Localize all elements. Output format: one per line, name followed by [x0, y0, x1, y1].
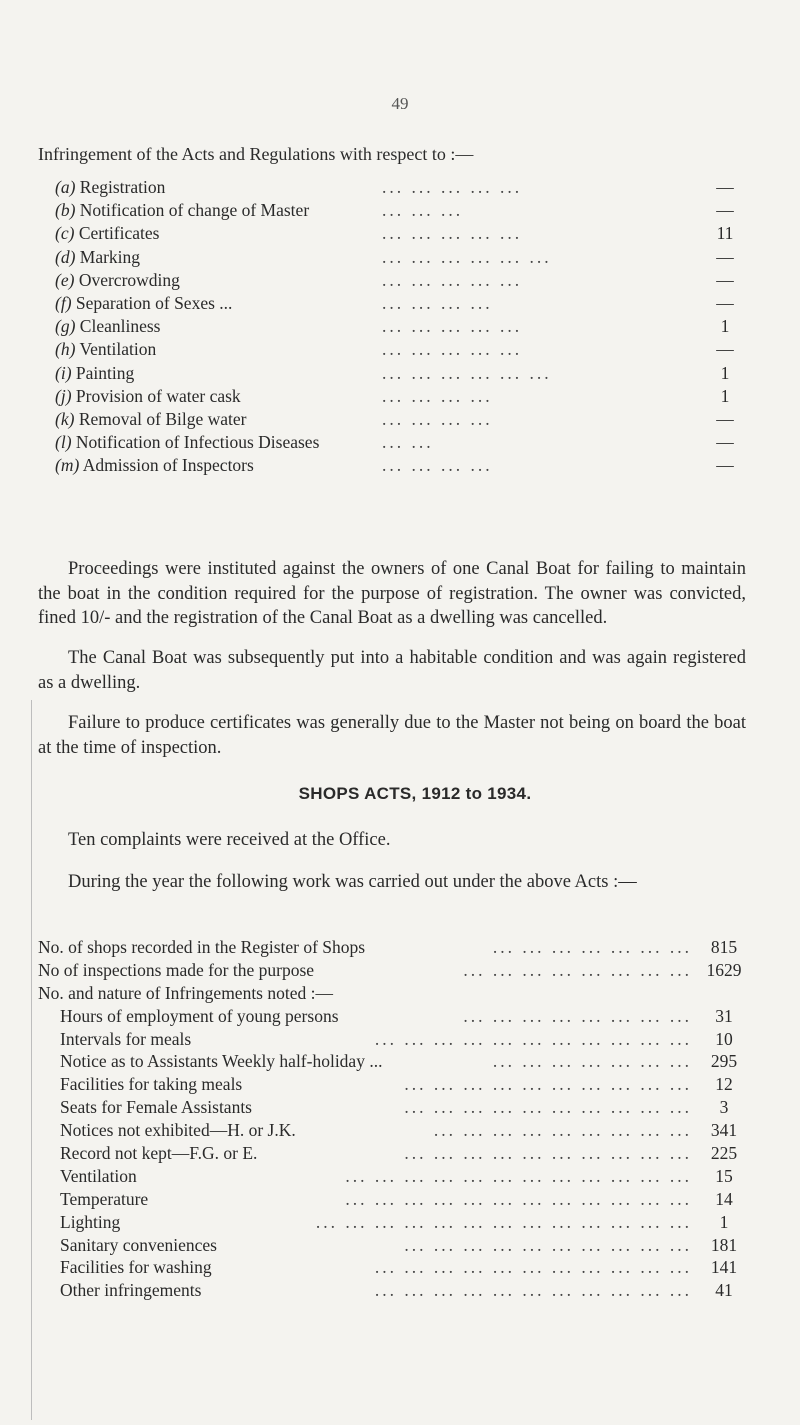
shops-stat-label: Ventilation [60, 1165, 137, 1186]
leader-dots: ... ... ... ... [382, 385, 493, 406]
infringement-count: — [716, 177, 734, 197]
leader-dots: ... ... ... ... ... ... ... ... ... ... ... [374, 1257, 692, 1278]
leader-dots: ... ... ... ... ... [382, 339, 523, 360]
leader-dots: ... ... ... ... ... ... ... ... ... ... ... [374, 1280, 692, 1301]
shops-stat-label: Intervals for meals [60, 1028, 192, 1049]
infringement-text: Notification of change of Master [79, 200, 310, 221]
infringement-letter: (m) [55, 455, 80, 476]
shops-stat-row [38, 1028, 748, 1051]
shops-stat-value: 15 [715, 1165, 733, 1186]
leader-dots: ... ... ... ... ... ... ... ... [463, 959, 692, 980]
infringement-text: Overcrowding [78, 269, 180, 290]
infringement-row [55, 269, 745, 292]
infringement-text: Painting [75, 362, 135, 383]
shops-stat-value: 181 [710, 1234, 738, 1255]
infringement-row [55, 385, 745, 408]
shops-stat-value: 12 [715, 1074, 733, 1095]
shops-stat-value: 10 [715, 1028, 733, 1049]
infringement-count: 11 [716, 223, 734, 244]
infringement-letter: (l) [55, 432, 72, 453]
shops-stat-label: Facilities for washing [60, 1257, 212, 1278]
shops-stat-label: No. of shops recorded in the Register of Shops [38, 937, 366, 957]
infringement-letter: (h) [55, 339, 76, 360]
leader-dots: ... ... ... ... ... ... ... [492, 937, 692, 957]
shops-stat-value: 1 [719, 1211, 729, 1232]
infringement-count: — [716, 455, 734, 476]
leader-dots: ... ... ... ... [382, 292, 493, 313]
infringement-letter: (i) [55, 362, 72, 383]
shops-stat-value: 1629 [706, 959, 742, 980]
infringement-label [55, 269, 180, 292]
infringement-text: Ventilation [79, 339, 157, 360]
paragraph-habitable: The Canal Boat was subsequently put into a habitable condition and was again registered as a dwelling. [38, 648, 746, 693]
shops-stat-row [38, 936, 748, 959]
infringement-letter: (e) [55, 269, 75, 290]
leader-dots: ... ... ... ... ... ... ... ... ... ... ... ... [345, 1165, 692, 1186]
shops-stat-row [38, 959, 748, 982]
infringement-row [55, 176, 745, 199]
shops-statistics-list [38, 936, 748, 1302]
shops-stat-label: Record not kept—F.G. or E. [60, 1143, 258, 1164]
shops-stat-row [38, 1005, 748, 1028]
shops-stat-row [38, 1073, 748, 1096]
leader-dots: ... ... ... ... ... ... ... ... ... [433, 1120, 692, 1141]
shops-stat-label: Sanitary conveniences [60, 1234, 217, 1255]
shops-stat-label: Hours of employment of young persons [60, 1005, 339, 1026]
shops-stat-value: 295 [710, 1051, 738, 1072]
infringement-text: Provision of water cask [75, 385, 241, 406]
infringement-label [55, 362, 134, 385]
page-number: 49 [391, 94, 409, 113]
leader-dots: ... ... ... ... ... ... ... ... ... ... ... [374, 1028, 692, 1049]
infringement-row [55, 454, 745, 477]
shops-stat-row [38, 1142, 748, 1165]
shops-stat-label: Lighting [60, 1211, 121, 1232]
infringement-letter: (f) [55, 292, 72, 313]
shops-stat-label: No. and nature of Infringements noted :— [38, 982, 333, 1003]
leader-dots: ... ... ... ... ... ... ... ... ... ... ... ... [345, 1188, 692, 1209]
shops-stat-value: 141 [710, 1257, 738, 1278]
shops-stat-value: 341 [710, 1120, 738, 1141]
shops-stat-row [38, 982, 748, 1005]
infringement-row [55, 222, 745, 245]
shops-stat-label: Temperature [60, 1188, 149, 1209]
infringement-row [55, 431, 745, 454]
infringement-label [55, 385, 241, 408]
leader-dots: ... ... ... ... [382, 408, 493, 429]
infringement-row [55, 338, 745, 361]
leader-dots: ... ... ... ... ... ... ... [492, 1051, 692, 1072]
shops-stat-row [38, 1256, 748, 1279]
infringement-text: Removal of Bilge water [78, 408, 247, 429]
infringement-letter: (b) [55, 200, 76, 221]
infringement-label [55, 431, 319, 454]
infringement-label [55, 292, 232, 315]
leader-dots: ... ... ... ... ... [382, 223, 523, 244]
shops-stat-label: Facilities for taking meals [60, 1074, 243, 1095]
infringement-label [55, 176, 165, 199]
infringement-count: 1 [720, 385, 730, 406]
infringement-row [55, 362, 745, 385]
infringement-text: Marking [79, 246, 141, 267]
infringement-count: — [716, 246, 734, 267]
infringement-label [55, 199, 309, 222]
leader-dots: ... ... ... ... ... [382, 316, 523, 337]
leader-dots: ... ... [382, 432, 434, 453]
shops-stat-value: 31 [715, 1005, 733, 1026]
shops-stat-label: Seats for Female Assistants [60, 1097, 252, 1118]
paragraph-certificates: Failure to produce certificates was generally due to the Master not being on board the boat at the time of inspection. [38, 713, 746, 758]
infringement-count: 1 [720, 362, 730, 383]
shops-stat-value: 815 [710, 937, 738, 957]
leader-dots: ... ... ... ... ... [382, 269, 523, 290]
infringement-text: Notification of Infectious Diseases [75, 432, 320, 453]
infringement-text: Cleanliness [79, 316, 161, 337]
infringement-count: — [716, 339, 734, 360]
infringement-row [55, 199, 745, 222]
infringement-count: — [716, 269, 734, 290]
paragraph-complaints: Ten complaints were received at the Office. [68, 830, 391, 850]
shops-stat-row [38, 1050, 748, 1073]
infringement-letter: (g) [55, 316, 76, 337]
shops-stat-label: No of inspections made for the purpose [38, 959, 315, 980]
scan-margin-line [31, 700, 32, 1420]
leader-dots: ... ... ... ... ... ... ... ... ... ... [404, 1097, 692, 1118]
infringement-count: 1 [720, 316, 730, 337]
infringement-text: Certificates [78, 223, 160, 244]
infringement-count: — [716, 200, 734, 221]
shops-stat-row [38, 1234, 748, 1257]
leader-dots: ... ... ... ... ... ... ... ... ... ... [404, 1234, 692, 1255]
leader-dots: ... ... ... [382, 200, 464, 221]
infringement-label [55, 338, 156, 361]
shops-stat-label: Notices not exhibited—H. or J.K. [60, 1120, 296, 1141]
infringement-label [55, 222, 159, 245]
infringement-letter: (a) [55, 177, 76, 197]
shops-stat-value: 41 [715, 1280, 733, 1301]
infringement-row [55, 246, 745, 269]
infringement-letter: (k) [55, 408, 75, 429]
shops-stat-value: 225 [710, 1143, 738, 1164]
shops-stat-row [38, 1119, 748, 1142]
infringement-label [55, 408, 246, 431]
infringement-label [55, 315, 160, 338]
infringement-text: Admission of Inspectors [82, 455, 254, 476]
leader-dots: ... ... ... ... ... ... ... ... ... ... ... ... ... [315, 1211, 692, 1232]
paragraph-proceedings: Proceedings were instituted against the owners of one Canal Boat for failing to maintain the boat in the condition required for the purpose of registration. The owner was convicted, fined 10/- and the registration of the Canal Boat as a dwelling was cancelled. [38, 559, 746, 628]
leader-dots: ... ... ... ... ... [382, 177, 523, 197]
shops-stat-label: Notice as to Assistants Weekly half-holiday ... [60, 1051, 383, 1072]
leader-dots: ... ... ... ... [382, 455, 493, 476]
infringement-row [55, 292, 745, 315]
infringement-label [55, 246, 140, 269]
infringement-list [55, 176, 745, 477]
infringement-row [55, 315, 745, 338]
leader-dots: ... ... ... ... ... ... ... ... ... ... [404, 1074, 692, 1095]
infringement-count: — [716, 292, 734, 313]
shops-stat-row [38, 1096, 748, 1119]
infringement-letter: (c) [55, 223, 75, 244]
infringement-intro: Infringement of the Acts and Regulations with respect to :— [38, 144, 474, 164]
shops-stat-label: Other infringements [60, 1280, 202, 1301]
infringement-text: Registration [79, 177, 166, 197]
infringement-text: Separation of Sexes ... [75, 292, 233, 313]
leader-dots: ... ... ... ... ... ... [382, 246, 552, 267]
leader-dots: ... ... ... ... ... ... ... ... ... ... [404, 1143, 692, 1164]
section-heading-shops-acts: SHOPS ACTS, 1912 to 1934. [298, 784, 532, 803]
infringement-label [55, 454, 254, 477]
infringement-letter: (d) [55, 246, 76, 267]
leader-dots: ... ... ... ... ... ... [382, 362, 552, 383]
infringement-row [55, 408, 745, 431]
paragraph-work-carried-out: During the year the following work was carried out under the above Acts :— [68, 872, 637, 892]
infringement-count: — [716, 408, 734, 429]
shops-stat-row [38, 1188, 748, 1211]
shops-stat-value: 14 [715, 1188, 733, 1209]
infringement-count: — [716, 432, 734, 453]
leader-dots: ... ... ... ... ... ... ... ... [463, 1005, 692, 1026]
infringement-letter: (j) [55, 385, 72, 406]
shops-stat-row [38, 1165, 748, 1188]
shops-stat-value: 3 [719, 1097, 729, 1118]
shops-stat-row [38, 1279, 748, 1302]
shops-stat-row [38, 1211, 748, 1234]
